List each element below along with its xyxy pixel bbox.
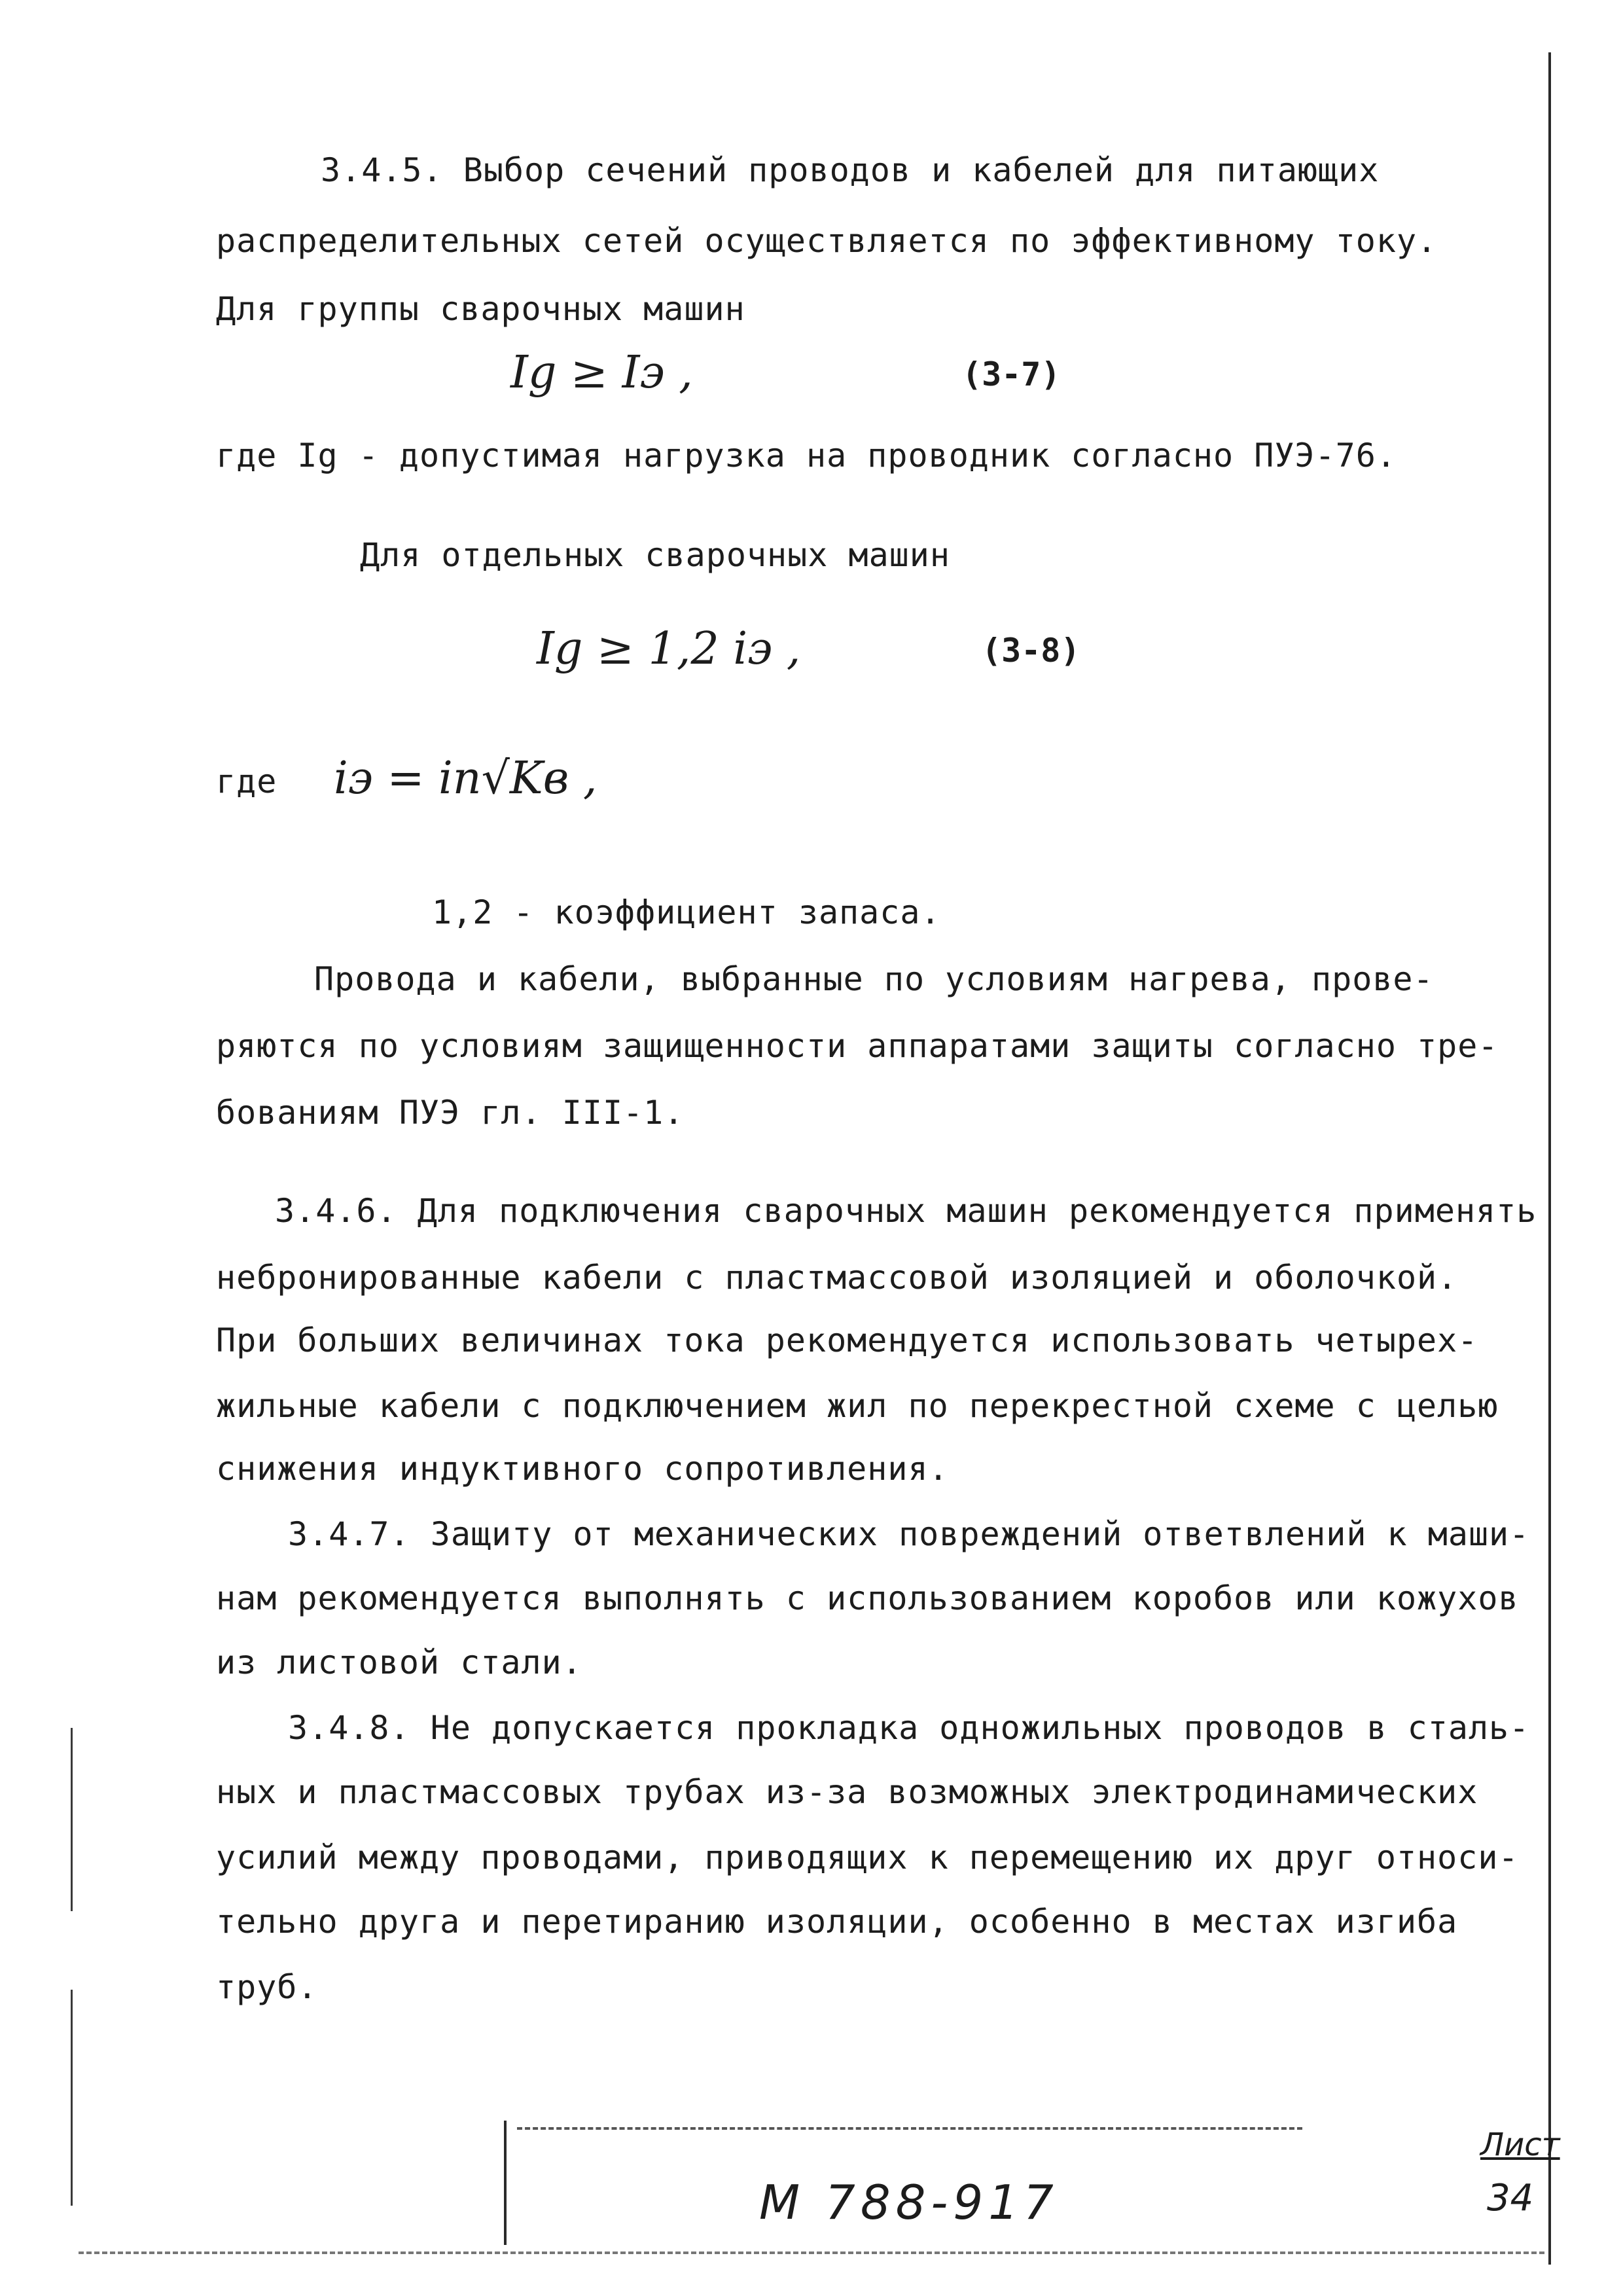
section-3-4-7-line-2: нам рекомендуется выполнять с использованием коробов или кожухов (216, 1579, 1519, 1617)
section-3-4-6-line-4: жильные кабели с подключением жил по перекрестной схеме с целью (216, 1387, 1499, 1425)
section-3-4-6-line-5: снижения индуктивного сопротивления. (216, 1450, 949, 1488)
section-3-4-6-line-3: При больших величинах тока рекомендуется использовать четырех- (216, 1321, 1478, 1359)
stamp-top-rule (517, 2127, 1302, 2130)
stamp-bottom-rule (79, 2251, 1544, 2254)
stamp-separator (504, 2121, 507, 2245)
where-line-1: где Ig - допустимая нагрузка на проводник согласно ПУЭ-76. (216, 437, 1397, 475)
section-3-4-6-line-2: небронированные кабели с пластмассовой изоляцией и оболочкой. (216, 1259, 1458, 1297)
frame-left-border-lower (71, 1990, 73, 2206)
section-3-4-8-line-2: ных и пластмассовых трубах из-за возможных электродинамических (216, 1773, 1478, 1811)
section-3-4-8-line-3: усилий между проводами, приводящих к перемещению их друг относи- (216, 1839, 1519, 1876)
section-3-4-5-line-1: 3.4.5. Выбор сечений проводов и кабелей для питающих (321, 151, 1380, 189)
individual-machines-line: Для отдельных сварочных машин (360, 536, 950, 574)
section-3-4-6-line-1: 3.4.6. Для подключения сварочных машин рекомендуется применять (275, 1192, 1537, 1230)
section-3-4-8-line-1: 3.4.8. Не допускается прокладка одножильных проводов в сталь- (288, 1709, 1530, 1747)
check-paragraph-line-3: бованиям ПУЭ гл. III-1. (216, 1094, 685, 1132)
section-3-4-5-line-3: Для группы сварочных машин (216, 290, 745, 328)
document-number: М 788-917 (759, 2175, 1059, 2230)
equation-number-3-8: (3-8) (982, 632, 1080, 670)
section-3-4-7-line-3: из листовой стали. (216, 1643, 582, 1681)
check-paragraph-line-2: ряются по условиям защищенности аппаратами защиты согласно тре- (216, 1027, 1499, 1065)
sheet-number: 34 (1487, 2177, 1534, 2219)
where-label-2: где (216, 762, 277, 800)
equation-number-3-7: (3-7) (962, 355, 1061, 393)
frame-left-border-upper (71, 1728, 73, 1911)
section-3-4-5-line-2: распределительных сетей осуществляется по эффективному току. (216, 222, 1438, 260)
section-3-4-7-line-1: 3.4.7. Защиту от механических повреждений ответвлений к маши- (288, 1515, 1530, 1553)
frame-right-border (1548, 52, 1551, 2265)
reserve-factor-line: 1,2 - коэффициент запаса. (432, 893, 941, 931)
formula-effective-current: iэ = iп√Kв , (334, 753, 597, 804)
sheet-label: Лист (1480, 2126, 1560, 2163)
section-3-4-8-line-4: тельно друга и перетиранию изоляции, особенно в местах изгиба (216, 1903, 1458, 1941)
formula-3-7: Ig ≥ Iэ , (510, 347, 693, 399)
section-3-4-8-line-5: труб. (216, 1968, 318, 2006)
formula-3-8: Ig ≥ 1,2 iэ , (537, 623, 801, 675)
check-paragraph-line-1: Провода и кабели, выбранные по условиям нагрева, прове- (314, 960, 1434, 998)
